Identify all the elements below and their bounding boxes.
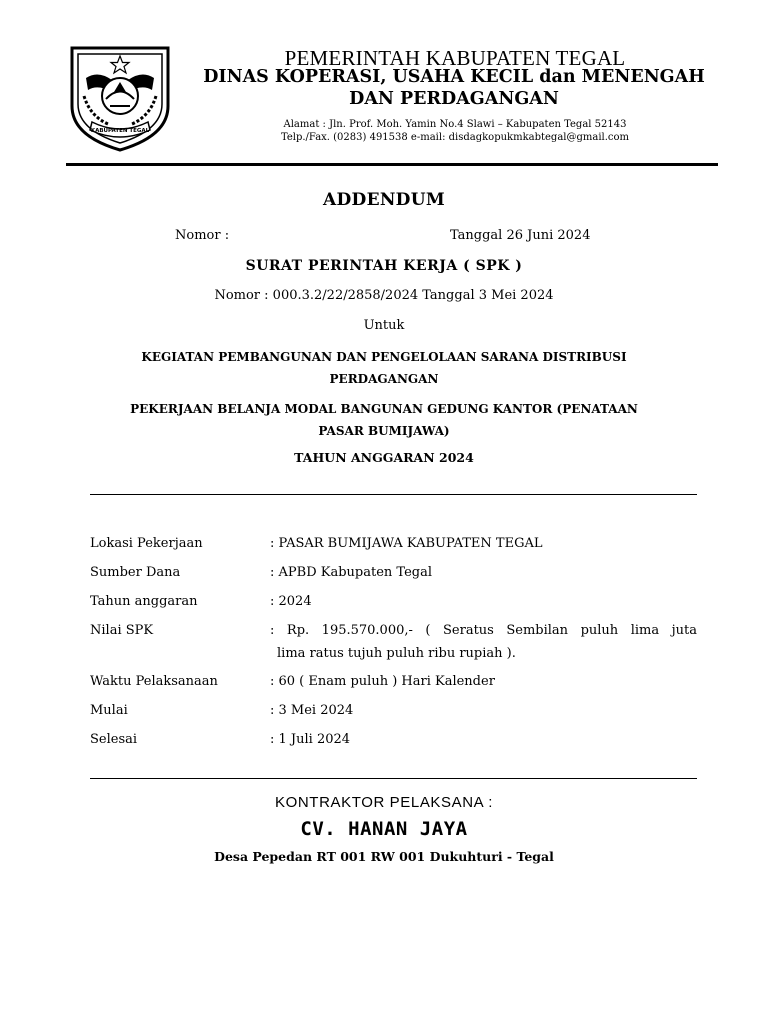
work-line2: PASAR BUMIJAWA) — [318, 424, 450, 438]
letterhead-divider — [66, 163, 718, 166]
detail-label: Waktu Pelaksanaan — [90, 674, 218, 689]
letterhead-phone-email: Telp./Fax. (0283) 491538 e-mail: disdagkopukmkabtegal@gmail.com — [280, 132, 630, 143]
work-heading — [80, 398, 688, 442]
logo-ribbon-text: KABUPATEN TEGAL — [90, 128, 150, 134]
activity-heading — [80, 346, 688, 390]
detail-label: Lokasi Pekerjaan — [90, 536, 203, 551]
contractor-label: KONTRAKTOR PELAKSANA : — [275, 794, 493, 811]
fiscal-year-heading: TAHUN ANGGARAN 2024 — [294, 450, 474, 465]
letterhead-agency-line1: DINAS KOPERASI, USAHA KECIL dan MENENGAH — [203, 67, 705, 87]
detail-value: : PASAR BUMIJAWA KABUPATEN TEGAL — [270, 536, 543, 551]
detail-value: : Rp. 195.570.000,- ( Seratus Sembilan puluh lima juta — [270, 623, 697, 638]
detail-value: : APBD Kabupaten Tegal — [270, 565, 432, 580]
spk-number: Nomor : 000.3.2/22/2858/2024 Tanggal 3 Mei 2024 — [214, 288, 554, 303]
contractor-address: Desa Pepedan RT 001 RW 001 Dukuhturi - Tegal — [214, 849, 554, 864]
activity-line1: KEGIATAN PEMBANGUNAN DAN PENGELOLAAN SARANA DISTRIBUSI — [141, 350, 627, 364]
letterhead-government: PEMERINTAH KABUPATEN TEGAL — [284, 46, 626, 70]
activity-line2: PERDAGANGAN — [329, 372, 439, 386]
document-date: Tanggal 26 Juni 2024 — [450, 228, 591, 243]
detail-label: Tahun anggaran — [90, 594, 198, 609]
detail-value-line2: lima ratus tujuh puluh ribu rupiah ). — [277, 646, 516, 661]
letterhead-contact — [200, 118, 710, 144]
nomor-label: Nomor : — [175, 228, 230, 243]
detail-label: Sumber Dana — [90, 565, 181, 580]
letterhead-agency-line2: DAN PERDAGANGAN — [349, 89, 559, 109]
detail-value: : 1 Juli 2024 — [270, 732, 351, 747]
detail-label: Nilai SPK — [90, 623, 154, 638]
detail-value: : 3 Mei 2024 — [270, 703, 354, 718]
letterhead-address: Alamat : Jln. Prof. Moh. Yamin No.4 Slawi – Kabupaten Tegal 52143 — [283, 119, 627, 130]
detail-value: : 60 ( Enam puluh ) Hari Kalender — [270, 674, 495, 689]
detail-label: Mulai — [90, 703, 128, 718]
detail-value: : 2024 — [270, 594, 312, 609]
kabupaten-tegal-emblem — [68, 44, 172, 152]
letterhead-agency — [188, 66, 720, 110]
untuk-label: Untuk — [363, 318, 405, 333]
document-title: ADDENDUM — [323, 190, 445, 210]
contractor-name: CV. HANAN JAYA — [300, 818, 468, 840]
detail-label: Selesai — [90, 732, 138, 747]
divider-bottom — [90, 778, 697, 779]
spk-title: SURAT PERINTAH KERJA ( SPK ) — [245, 258, 523, 274]
divider-top — [90, 494, 697, 495]
work-line1: PEKERJAAN BELANJA MODAL BANGUNAN GEDUNG KANTOR (PENATAAN — [130, 402, 638, 416]
